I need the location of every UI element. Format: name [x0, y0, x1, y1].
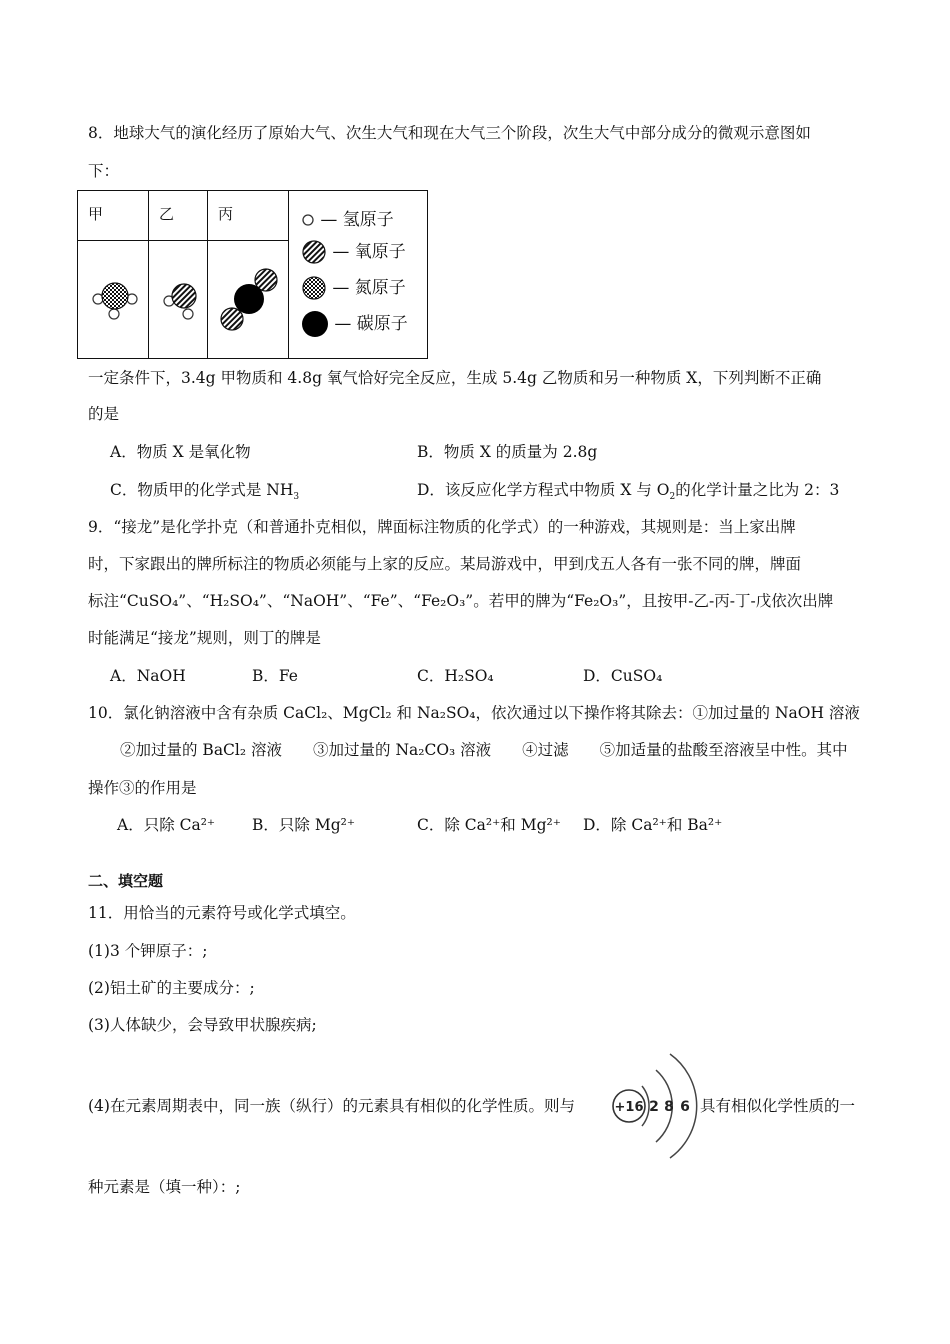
nucleus-label: +16	[614, 1100, 644, 1115]
q8-option-d-text: D．该反应化学方程式中物质 X 与 O	[417, 481, 670, 499]
legend-cell	[289, 191, 428, 359]
legend-hydrogen	[301, 205, 394, 230]
q9-option-d: D．CuSO₄	[583, 667, 663, 685]
q11-sub4: (4)在元素周期表中，同一族（纵行）的元素具有相似的化学性质。则与	[88, 1097, 575, 1115]
molecule-yi-cell	[149, 241, 208, 359]
co2-molecule-icon	[208, 241, 288, 354]
q10-line2: ②加过量的 BaCl₂ 溶液 ③加过量的 Na₂CO₃ 溶液 ④过滤 ⑤加适量的盐酸至溶液呈中性。其中	[120, 741, 848, 759]
q11-sub2: (2)铝土矿的主要成分：;	[88, 979, 255, 997]
shell-1-count: 2	[649, 1099, 659, 1115]
q10-option-a: A．只除 Ca²⁺	[117, 816, 216, 834]
legend-carbon-label: — 碳原子	[334, 314, 408, 334]
q11-line1: 11．用恰当的元素符号或化学式填空。	[88, 904, 356, 922]
hydrogen-atom-icon	[301, 213, 315, 227]
section-heading: 二、填空题	[88, 872, 164, 890]
q8-option-c	[110, 479, 299, 501]
q9-option-b: B．Fe	[252, 667, 298, 685]
q11-sub3: (3)人体缺少，会导致甲状腺疾病;	[88, 1016, 317, 1034]
q8-line3: 一定条件下，3.4g 甲物质和 4.8g 氧气恰好完全反应，生成 5.4g 乙物质和另一种物质 X，下列判断不正确	[88, 369, 822, 387]
legend-carbon	[301, 309, 408, 338]
q9-line1: 9．“接龙”是化学扑克（和普通扑克相似，牌面标注物质的化学式）的一种游戏，其规则是：当上家出牌	[88, 518, 796, 536]
h2o-molecule-icon	[149, 241, 207, 354]
legend-nitrogen	[301, 273, 406, 301]
nitrogen-atom-icon	[301, 275, 327, 301]
molecule-table	[77, 190, 428, 359]
q8-option-c-text: C．物质甲的化学式是 NH	[110, 481, 294, 499]
nh3-molecule-icon	[78, 241, 148, 354]
q8-option-c-sub: 3	[293, 492, 300, 503]
q10-option-c: C．除 Ca²⁺和 Mg²⁺	[417, 816, 561, 834]
q8-line4: 的是	[88, 405, 120, 423]
q9-line3: 标注“CuSO₄”、“H₂SO₄”、“NaOH”、“Fe”、“Fe₂O₃”。若甲的牌为“Fe₂O₃”，且按甲-乙-丙-丁-戊依次出牌	[88, 592, 834, 610]
atom-structure-diagram	[608, 1048, 698, 1160]
shell-3-count: 6	[680, 1099, 690, 1115]
oxygen-atom-icon	[301, 239, 327, 265]
q10-option-b: B．只除 Mg²⁺	[252, 816, 356, 834]
header-jia: 甲	[78, 191, 149, 241]
molecule-bing-cell	[208, 241, 289, 359]
carbon-atom-icon	[301, 310, 329, 338]
header-bing: 丙	[208, 191, 289, 241]
header-yi: 乙	[149, 191, 208, 241]
q8-option-d	[417, 479, 839, 501]
legend-nitrogen-label: — 氮原子	[332, 278, 406, 298]
q9-line2: 时，下家跟出的牌所标注的物质必须能与上家的反应。某局游戏中，甲到戊五人各有一张不同的牌，牌面	[88, 555, 802, 573]
legend-oxygen	[301, 237, 406, 265]
q8-option-d-text2: 的化学计量之比为 2：3	[675, 481, 840, 499]
q10-line3: 操作③的作用是	[88, 779, 197, 797]
q8-line2: 下：	[88, 162, 120, 180]
q8-option-b: B．物质 X 的质量为 2.8g	[417, 443, 598, 461]
q9-option-a: A．NaOH	[110, 667, 186, 685]
q11-sub1: (1)3 个钾原子：;	[88, 942, 208, 960]
q11-sub4-cont: 具有相似化学性质的一	[700, 1097, 856, 1115]
q8-option-d-sub: 2	[669, 492, 676, 503]
legend-hydrogen-label: — 氢原子	[320, 210, 394, 230]
q11-sub4-line2: 种元素是（填一种）：;	[88, 1178, 241, 1196]
molecule-jia-cell	[78, 241, 149, 359]
shell-2-count: 8	[664, 1099, 674, 1115]
q10-option-d: D．除 Ca²⁺和 Ba²⁺	[583, 816, 723, 834]
legend-oxygen-label: — 氧原子	[332, 242, 406, 262]
q9-option-c: C．H₂SO₄	[417, 667, 494, 685]
q9-line4: 时能满足“接龙”规则，则丁的牌是	[88, 629, 321, 647]
q8-option-a: A．物质 X 是氧化物	[110, 443, 251, 461]
q8-line1: 8．地球大气的演化经历了原始大气、次生大气和现在大气三个阶段，次生大气中部分成分的微观示意图如	[88, 124, 811, 142]
q10-line1: 10．氯化钠溶液中含有杂质 CaCl₂、MgCl₂ 和 Na₂SO₄，依次通过以下操作将其除去：①加过量的 NaOH 溶液	[88, 704, 860, 722]
